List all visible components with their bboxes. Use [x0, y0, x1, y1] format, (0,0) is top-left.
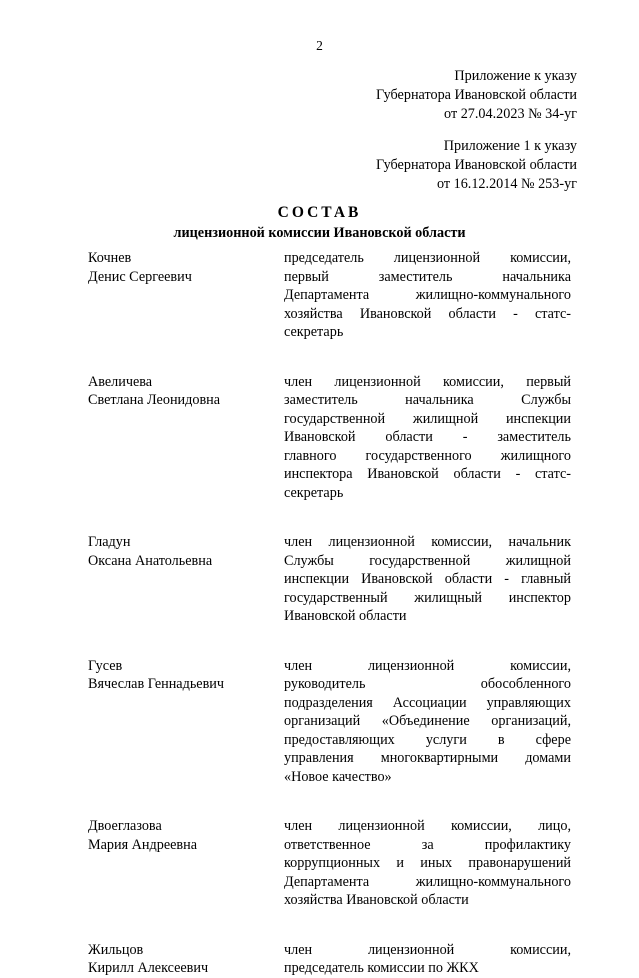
member-role-line: член лицензионной комиссии, лицо, — [284, 818, 571, 834]
member-role-line: государственный жилищный инспектор — [284, 589, 571, 606]
title-sub: лицензионной комиссии Ивановской области — [173, 225, 466, 241]
appendix-line: Губернатора Ивановской области — [375, 87, 577, 103]
member-given-names: Вячеслав Геннадьевич — [88, 676, 225, 692]
member-role-line: коррупционных и иных правонарушений — [284, 855, 571, 871]
appendix-line: Приложение к указу — [454, 68, 577, 84]
member-role-line: главного государственного жилищного — [284, 447, 571, 464]
member-given-names: Оксана Анатольевна — [88, 552, 213, 569]
member-role-line: ответственное за профилактику — [284, 836, 571, 853]
member-role-line: первый заместитель начальника — [284, 268, 571, 285]
member-role-line: руководитель обособленного — [284, 676, 571, 692]
member-role-line: Ивановской области — [284, 608, 407, 624]
title-main: СОСТАВ — [277, 204, 362, 221]
appendix-line: от 27.04.2023 № 34-уг — [444, 106, 577, 122]
appendix-line: Приложение 1 к указу — [443, 138, 577, 154]
member-role-line: секретарь — [284, 324, 344, 340]
member-entry — [88, 941, 571, 978]
member-given-names: Мария Андреевна — [88, 836, 198, 853]
member-surname: Авеличева — [88, 373, 153, 390]
appendix-1-header — [376, 137, 577, 194]
member-role-line: «Новое качество» — [284, 768, 392, 785]
member-role-line: Департамента жилищно-коммунального — [284, 287, 571, 303]
member-surname: Жильцов — [88, 941, 144, 958]
member-role — [284, 941, 571, 978]
member-list — [88, 249, 571, 978]
member-entry — [88, 533, 571, 626]
member-role-line: заместитель начальника Службы — [284, 392, 571, 408]
member-surname: Кочнев — [88, 250, 132, 266]
member-role-line: член лицензионной комиссии, начальник — [284, 534, 571, 550]
member-role-line: инспекции Ивановской области - главный — [284, 571, 571, 587]
member-role-line: хозяйства Ивановской области - статс- — [284, 305, 571, 322]
member-name — [88, 657, 284, 787]
member-given-names: Кирилл Алексеевич — [88, 960, 209, 976]
member-role-line: член лицензионной комиссии, первый — [284, 373, 571, 390]
member-name — [88, 817, 284, 910]
member-role-line: хозяйства Ивановской области — [284, 892, 469, 908]
member-role — [284, 657, 571, 787]
member-entry — [88, 373, 571, 503]
member-given-names: Денис Сергеевич — [88, 268, 192, 285]
member-entry — [88, 817, 571, 910]
member-role-line: подразделения Ассоциации управляющих — [284, 694, 571, 711]
member-given-names: Светлана Леонидовна — [88, 392, 221, 408]
member-name — [88, 249, 284, 342]
member-role-line: член лицензионной комиссии, — [284, 657, 571, 674]
member-role-line: член лицензионной комиссии, — [284, 941, 571, 958]
member-role-line: председатель комиссии по ЖКХ — [284, 960, 479, 976]
member-entry — [88, 657, 571, 787]
member-surname: Гладун — [88, 534, 131, 550]
appendix-line: Губернатора Ивановской области — [375, 157, 577, 173]
member-role-line: председатель лицензионной комиссии, — [284, 250, 571, 266]
appendix-header — [376, 67, 577, 124]
member-role-line: Ивановской области - заместитель — [284, 429, 571, 445]
appendix-line: от 16.12.2014 № 253-уг — [436, 176, 577, 192]
page-number: 2 — [316, 38, 323, 53]
member-role — [284, 817, 571, 910]
member-role-line: Службы государственной жилищной — [284, 552, 571, 569]
member-name — [88, 373, 284, 503]
member-entry — [88, 249, 571, 342]
member-name — [88, 533, 284, 626]
member-role-line: организаций «Объединение организаций, — [284, 713, 571, 729]
member-role-line: инспектора Ивановской области - статс- — [284, 466, 571, 482]
member-surname: Двоеглазова — [88, 818, 162, 834]
member-role — [284, 373, 571, 503]
member-role — [284, 249, 571, 342]
member-surname: Гусев — [88, 657, 123, 674]
member-role — [284, 533, 571, 626]
member-role-line: Департамента жилищно-коммунального — [284, 873, 571, 890]
member-role-line: управления многоквартирными домами — [284, 750, 571, 766]
member-name — [88, 941, 284, 978]
document-title — [0, 203, 639, 242]
member-role-line: предоставляющих услуги в сфере — [284, 731, 571, 748]
member-role-line: секретарь — [284, 484, 344, 501]
member-role-line: государственной жилищной инспекции — [284, 410, 571, 427]
